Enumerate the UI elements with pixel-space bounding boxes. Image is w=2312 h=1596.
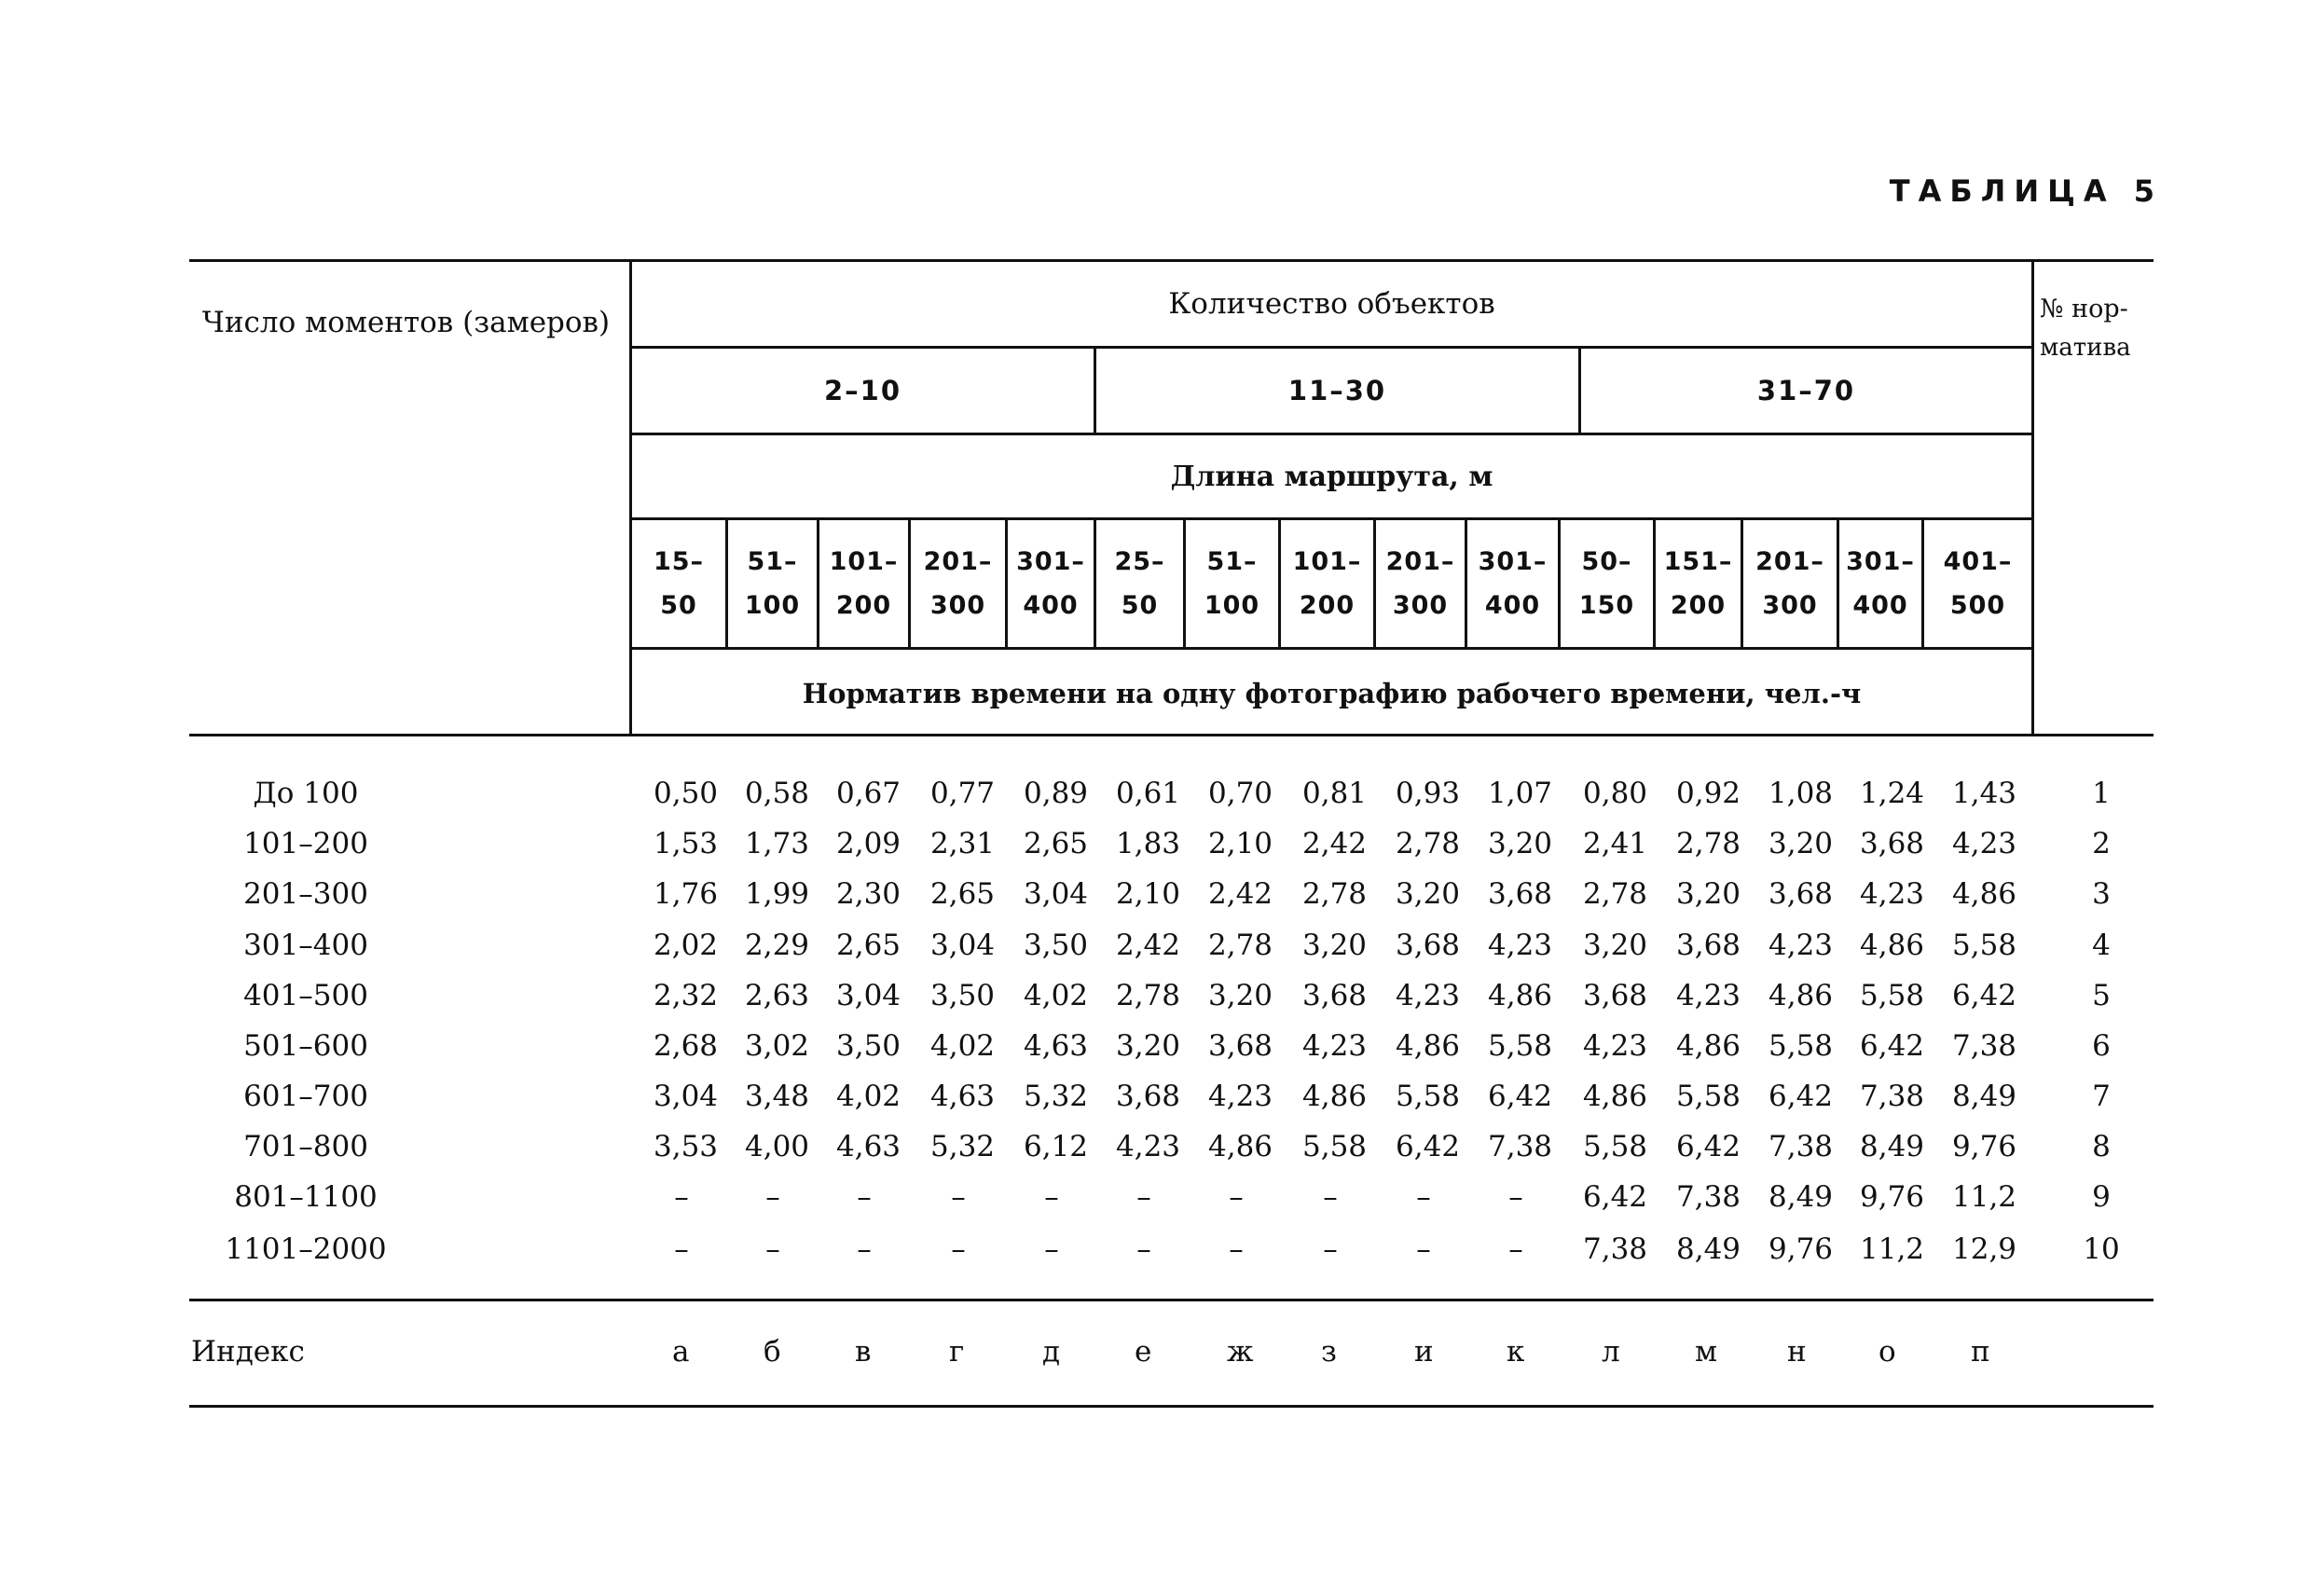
table-cell: 4,23 [1302, 1029, 1368, 1063]
range-cell: 51– 100 [1183, 520, 1278, 647]
index-letter: и [1414, 1335, 1434, 1369]
table-cell: 5,58 [1768, 1029, 1834, 1063]
row-label: 101–200 [243, 827, 368, 860]
group-11-30: 11–30 [1094, 349, 1578, 433]
table-cell: 9,76 [1768, 1232, 1834, 1266]
norm-number: 10 [2083, 1232, 2120, 1266]
table-cell: 3,50 [1024, 929, 1089, 962]
table-cell: 3,68 [1302, 979, 1368, 1012]
table-cell: 0,80 [1583, 777, 1648, 810]
table-cell: 4,23 [1952, 827, 2017, 860]
table-row [0, 819, 2312, 869]
table-cell: 1,24 [1860, 777, 1925, 810]
table-cell: 5,58 [1488, 1029, 1553, 1063]
range-cell: 301– 400 [1837, 520, 1921, 647]
table-cell: 3,04 [1024, 877, 1089, 911]
table-cell: 4,86 [1208, 1130, 1273, 1163]
table-cell: – [1136, 1232, 1151, 1266]
table-header [189, 259, 2154, 736]
table-cell: 3,20 [1488, 827, 1553, 860]
table-cell: 2,68 [654, 1029, 719, 1063]
group-31-70: 31–70 [1578, 349, 2031, 433]
table-cell: 7,38 [1676, 1180, 1741, 1214]
table-cell: 1,07 [1488, 777, 1553, 810]
table-cell: 3,20 [1583, 929, 1648, 962]
table-cell: 1,83 [1116, 827, 1181, 860]
row-label: 801–1100 [234, 1180, 378, 1214]
table-cell: – [951, 1180, 966, 1214]
table-cell: – [1044, 1180, 1059, 1214]
table-cell: 2,65 [836, 929, 901, 962]
table-cell: 5,58 [1952, 929, 2017, 962]
table-cell: 0,92 [1676, 777, 1741, 810]
table-cell: 3,02 [745, 1029, 810, 1063]
table-cell: 6,42 [1583, 1180, 1648, 1214]
row-label: 1101–2000 [225, 1232, 387, 1266]
norm-number: 1 [2092, 777, 2111, 810]
route-length-header: Длина маршрута, м [1170, 460, 1493, 493]
table-cell: – [1229, 1180, 1244, 1214]
table-cell: 5,58 [1676, 1080, 1741, 1113]
table-cell: 3,50 [930, 979, 996, 1012]
table-cell: 4,23 [1116, 1130, 1181, 1163]
table-cell: 2,78 [1302, 877, 1368, 911]
norm-number-header-line1: № нор- [2040, 294, 2128, 323]
table-cell: 4,23 [1488, 929, 1553, 962]
row-label-header: Число моментов (замеров) [201, 306, 611, 339]
table-row [0, 1021, 2312, 1071]
table-cell: 4,02 [930, 1029, 996, 1063]
table-cell: 7,38 [1488, 1130, 1553, 1163]
table-cell: 2,65 [1024, 827, 1089, 860]
table-cell: 6,42 [1396, 1130, 1461, 1163]
table-cell: 3,20 [1396, 877, 1461, 911]
table-cell: 2,78 [1396, 827, 1461, 860]
table-cell: 2,78 [1676, 827, 1741, 860]
table-row [0, 970, 2312, 1021]
table-cell: 3,20 [1676, 877, 1741, 911]
row-label: 601–700 [243, 1080, 368, 1113]
table-cell: 4,23 [1396, 979, 1461, 1012]
table-cell: 2,29 [745, 929, 810, 962]
table-cell: 3,68 [1768, 877, 1834, 911]
table-title: ТАБЛИЦА 5 [1889, 173, 2163, 209]
time-norm-header: Норматив времени на одну фотографию рабочего времени, чел.-ч [802, 677, 1862, 709]
table-cell: 3,48 [745, 1080, 810, 1113]
range-cell: 101– 200 [1278, 520, 1373, 647]
table-cell: 4,63 [1024, 1029, 1089, 1063]
table-cell: 2,63 [745, 979, 810, 1012]
index-letter: д [1042, 1335, 1061, 1369]
index-letter: е [1135, 1335, 1152, 1369]
table-cell: 2,02 [654, 929, 719, 962]
table-cell: 5,58 [1860, 979, 1925, 1012]
table-cell: 0,93 [1396, 777, 1461, 810]
table-cell: – [857, 1180, 872, 1214]
table-cell: 0,61 [1116, 777, 1181, 810]
table-cell: 3,68 [1208, 1029, 1273, 1063]
table-cell: 0,70 [1208, 777, 1273, 810]
table-cell: – [765, 1232, 780, 1266]
table-cell: 8,49 [1676, 1232, 1741, 1266]
table-cell: 3,68 [1676, 929, 1741, 962]
header-divider-right [2031, 262, 2034, 734]
table-cell: 2,31 [930, 827, 996, 860]
table-cell: 4,02 [836, 1080, 901, 1113]
table-cell: – [1229, 1232, 1244, 1266]
range-cell: 201– 300 [1373, 520, 1465, 647]
table-cell: 3,20 [1116, 1029, 1181, 1063]
table-cell: – [1416, 1232, 1431, 1266]
index-label: Индекс [191, 1335, 305, 1369]
table-cell: 4,23 [1860, 877, 1925, 911]
table-cell: – [1508, 1180, 1523, 1214]
range-cell: 101– 200 [817, 520, 908, 647]
table-cell: 2,78 [1208, 929, 1273, 962]
index-letter: з [1321, 1335, 1337, 1369]
table-cell: – [674, 1180, 689, 1214]
norm-number: 4 [2092, 929, 2111, 962]
table-cell: 3,20 [1768, 827, 1834, 860]
table-cell: 8,49 [1768, 1180, 1834, 1214]
range-cell: 151– 200 [1653, 520, 1741, 647]
table-cell: 1,99 [745, 877, 810, 911]
table-cell: 3,68 [1583, 979, 1648, 1012]
table-cell: 3,04 [930, 929, 996, 962]
row-label: 301–400 [243, 929, 368, 962]
table-cell: 2,10 [1208, 827, 1273, 860]
table-cell: 4,02 [1024, 979, 1089, 1012]
group-row [632, 349, 2031, 433]
table-cell: 2,42 [1302, 827, 1368, 860]
table-cell: 3,68 [1488, 877, 1553, 911]
table-cell: 5,32 [930, 1130, 996, 1163]
range-cell: 301– 400 [1465, 520, 1558, 647]
norm-number: 2 [2092, 827, 2111, 860]
index-bottom-rule [189, 1405, 2154, 1408]
table-cell: – [1136, 1180, 1151, 1214]
table-cell: 3,68 [1396, 929, 1461, 962]
table-row [0, 1172, 2312, 1222]
table-cell: 4,86 [1302, 1080, 1368, 1113]
table-cell: 6,42 [1768, 1080, 1834, 1113]
index-letter: м [1695, 1335, 1718, 1369]
table-cell: – [951, 1232, 966, 1266]
table-cell: 1,53 [654, 827, 719, 860]
index-letter: л [1602, 1335, 1620, 1369]
range-cell: 201– 300 [1741, 520, 1837, 647]
table-cell: 3,20 [1302, 929, 1368, 962]
row-label: 501–600 [243, 1029, 368, 1063]
norm-number: 5 [2092, 979, 2111, 1012]
table-cell: 2,42 [1208, 877, 1273, 911]
table-cell: 3,20 [1208, 979, 1273, 1012]
index-row [0, 1324, 2312, 1380]
table-cell: 0,58 [745, 777, 810, 810]
range-cell: 201– 300 [908, 520, 1005, 647]
table-cell: 2,78 [1116, 979, 1181, 1012]
table-cell: 3,04 [654, 1080, 719, 1113]
table-cell: 3,50 [836, 1029, 901, 1063]
table-cell: 4,86 [1768, 979, 1834, 1012]
index-letter: ж [1227, 1335, 1254, 1369]
route-ranges [632, 520, 2031, 647]
table-cell: 1,43 [1952, 777, 2017, 810]
table-cell: 2,30 [836, 877, 901, 911]
table-cell: 5,32 [1024, 1080, 1089, 1113]
table-cell: – [1416, 1180, 1431, 1214]
row-label: 201–300 [243, 877, 368, 911]
index-letter: г [949, 1335, 965, 1369]
table-cell: 5,58 [1583, 1130, 1648, 1163]
objects-count-header: Количество объектов [1168, 287, 1495, 321]
table-cell: 2,41 [1583, 827, 1648, 860]
range-cell: 25– 50 [1094, 520, 1183, 647]
table-cell: – [1508, 1232, 1523, 1266]
norm-number: 8 [2092, 1130, 2111, 1163]
table-cell: 11,2 [1952, 1180, 2017, 1214]
table-cell: 4,63 [836, 1130, 901, 1163]
table-row [0, 920, 2312, 970]
table-cell: 2,10 [1116, 877, 1181, 911]
table-cell: 2,09 [836, 827, 901, 860]
table-cell: 6,12 [1024, 1130, 1089, 1163]
table-cell: 5,58 [1302, 1130, 1368, 1163]
table-cell: 3,68 [1860, 827, 1925, 860]
row-label: 401–500 [243, 979, 368, 1012]
table-cell: 7,38 [1952, 1029, 2017, 1063]
norm-number: 7 [2092, 1080, 2111, 1113]
table-cell: 0,67 [836, 777, 901, 810]
table-cell: – [857, 1232, 872, 1266]
norm-number: 3 [2092, 877, 2111, 911]
index-letter: к [1507, 1335, 1525, 1369]
table-row [0, 1071, 2312, 1121]
row-label: 701–800 [243, 1130, 368, 1163]
index-letter: в [855, 1335, 872, 1369]
table-cell: 11,2 [1860, 1232, 1925, 1266]
table-cell: 2,32 [654, 979, 719, 1012]
table-cell: 1,08 [1768, 777, 1834, 810]
table-cell: 4,86 [1396, 1029, 1461, 1063]
index-letter: н [1787, 1335, 1807, 1369]
table-cell: 4,23 [1676, 979, 1741, 1012]
table-cell: 6,42 [1676, 1130, 1741, 1163]
range-cell: 50– 150 [1558, 520, 1653, 647]
table-cell: 0,50 [654, 777, 719, 810]
index-top-rule [189, 1299, 2154, 1301]
table-cell: 7,38 [1768, 1130, 1834, 1163]
table-cell: 4,63 [930, 1080, 996, 1113]
table-cell: 7,38 [1860, 1080, 1925, 1113]
index-letter: а [672, 1335, 690, 1369]
table-cell: 9,76 [1860, 1180, 1925, 1214]
table-cell: 4,86 [1583, 1080, 1648, 1113]
table-row [0, 869, 2312, 919]
table-cell: 0,89 [1024, 777, 1089, 810]
table-row [0, 1224, 2312, 1274]
norm-number: 6 [2092, 1029, 2111, 1063]
table-cell: 2,78 [1583, 877, 1648, 911]
table-row [0, 1121, 2312, 1172]
table-cell: 6,42 [1952, 979, 2017, 1012]
table-cell: 4,86 [1952, 877, 2017, 911]
table-cell: 4,23 [1583, 1029, 1648, 1063]
range-cell: 401– 500 [1921, 520, 2031, 647]
index-letter: б [764, 1335, 781, 1369]
table-cell: 4,00 [745, 1130, 810, 1163]
table-cell: – [1323, 1232, 1338, 1266]
table-cell: 7,38 [1583, 1232, 1648, 1266]
range-cell: 301– 400 [1005, 520, 1094, 647]
table-cell: 2,65 [930, 877, 996, 911]
table-cell: – [674, 1232, 689, 1266]
table-cell: 6,42 [1860, 1029, 1925, 1063]
table-cell: 0,77 [930, 777, 996, 810]
table-row [0, 768, 2312, 819]
index-letter: п [1971, 1335, 1990, 1369]
table-cell: 8,49 [1952, 1080, 2017, 1113]
range-cell: 15– 50 [653, 547, 705, 620]
table-cell: 4,23 [1768, 929, 1834, 962]
table-cell: 1,73 [745, 827, 810, 860]
norm-number: 9 [2092, 1180, 2111, 1214]
row-label: До 100 [253, 777, 359, 810]
norm-number-header-line2: матива [2040, 334, 2131, 362]
table-cell: – [1323, 1180, 1338, 1214]
table-cell: 9,76 [1952, 1130, 2017, 1163]
table-cell: 3,53 [654, 1130, 719, 1163]
table-cell: 2,42 [1116, 929, 1181, 962]
table-cell: 4,86 [1676, 1029, 1741, 1063]
table-cell: 4,86 [1488, 979, 1553, 1012]
index-letter: о [1878, 1335, 1896, 1369]
table-cell: 8,49 [1860, 1130, 1925, 1163]
table-cell: 4,86 [1860, 929, 1925, 962]
table-cell: 6,42 [1488, 1080, 1553, 1113]
table-cell: 5,58 [1396, 1080, 1461, 1113]
table-cell: 3,04 [836, 979, 901, 1012]
table-cell: 3,68 [1116, 1080, 1181, 1113]
table-cell: 4,23 [1208, 1080, 1273, 1113]
range-cell: 51– 100 [725, 520, 817, 647]
table-cell: 1,76 [654, 877, 719, 911]
table-cell: – [1044, 1232, 1059, 1266]
table-cell: – [765, 1180, 780, 1214]
table-cell: 0,81 [1302, 777, 1368, 810]
group-2-10: 2–10 [823, 375, 902, 406]
table-cell: 12,9 [1952, 1232, 2017, 1266]
